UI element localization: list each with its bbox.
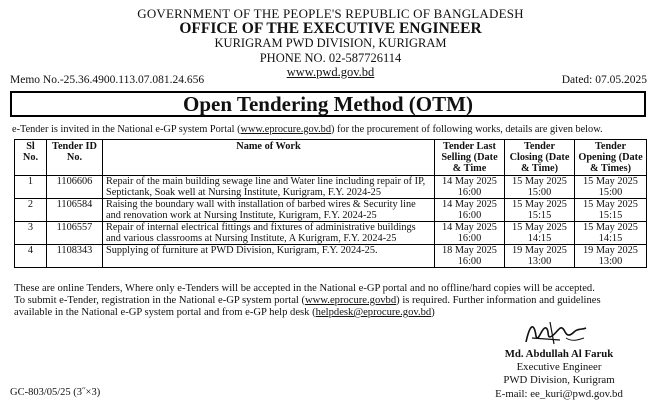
phone-number: PHONE NO. 02-587726114 (259, 51, 402, 65)
row-sl: 2 (15, 199, 47, 222)
row-sl: 4 (15, 245, 47, 268)
header-last-selling: Tender Last Selling (Date & Time (435, 140, 505, 176)
signatory-title: Executive Engineer (516, 361, 602, 373)
footer-line-1: These are online Tenders, Where only e-Tenders will be accepted in the National e-GP portal and no offline/hard copies will be accepted. (14, 283, 595, 294)
close-date: 15 May 2025 (512, 199, 567, 210)
close-time: 13:00 (527, 256, 552, 267)
table-header-row (15, 140, 647, 176)
sell-time: 16:00 (457, 256, 482, 267)
sell-date: 14 May 2025 (442, 199, 497, 210)
website-link: www.pwd.gov.bd (286, 65, 375, 79)
footer-line-2-after: ) is required. Further information and guidelines (396, 295, 601, 306)
sell-time: 16:00 (457, 210, 482, 221)
gc-reference: GC-803/05/25 (3˝×3) (10, 387, 101, 398)
helpdesk-email-link: helpdesk@eprocure.gov.bd (315, 307, 432, 318)
header-sl: Sl No. (15, 140, 47, 176)
row-work: Repair of the main building sewage line and Water line including repair of IP, Septictank, Soak well at Nursing Institute, Kurigram, F.Y. 2024-25 (103, 176, 435, 199)
signatory-email: E-mail: ee_kuri@pwd.gov.bd (495, 388, 623, 400)
intro-text (12, 124, 603, 135)
table-row (15, 222, 647, 245)
open-time: 14:15 (598, 233, 623, 244)
row-last-selling (435, 245, 505, 268)
works-table (14, 139, 647, 268)
row-last-selling (435, 222, 505, 245)
office-title: OFFICE OF THE EXECUTIVE ENGINEER (179, 20, 482, 37)
sell-time: 16:00 (457, 187, 482, 198)
row-opening (575, 176, 647, 199)
row-tender-id: 1108343 (47, 245, 103, 268)
signature-icon (520, 318, 590, 348)
sell-date: 14 May 2025 (442, 222, 497, 233)
signatory-division: PWD Division, Kurigram (503, 374, 615, 386)
footer-line-3 (14, 307, 435, 318)
row-last-selling (435, 176, 505, 199)
row-work: Supplying of furniture at PWD Division, Kurigram, F.Y. 2024-25. (103, 245, 435, 268)
open-date: 15 May 2025 (583, 199, 638, 210)
row-closing (505, 199, 575, 222)
header-closing: Tender Closing (Date & Time) (505, 140, 575, 176)
open-date: 15 May 2025 (583, 222, 638, 233)
row-opening (575, 199, 647, 222)
open-time: 15:15 (598, 210, 623, 221)
row-tender-id: 1106584 (47, 199, 103, 222)
sell-time: 16:00 (457, 233, 482, 244)
close-time: 15:15 (527, 210, 552, 221)
row-closing (505, 176, 575, 199)
footer-line-3-after: ) (431, 307, 435, 318)
table-row (15, 245, 647, 268)
close-time: 15:00 (527, 187, 552, 198)
row-last-selling (435, 199, 505, 222)
header-tender-id: Tender ID No. (47, 140, 103, 176)
notice-date: Dated: 07.05.2025 (561, 74, 647, 86)
open-date: 19 May 2025 (583, 245, 638, 256)
banner-title: Open Tendering Method (OTM) (10, 91, 646, 117)
row-closing (505, 222, 575, 245)
open-time: 13:00 (598, 256, 623, 267)
row-opening (575, 222, 647, 245)
division-title: KURIGRAM PWD DIVISION, KURIGRAM (214, 36, 447, 50)
intro-link: www.eprocure.gov.bd (240, 124, 331, 135)
row-work: Repair of internal electrical fittings and fixtures of administrative buildings and various classrooms at Nursing Institute, A Kurigram, F.Y. 2024-25 (103, 222, 435, 245)
memo-number: Memo No.-25.36.4900.113.07.081.24.656 (10, 74, 205, 86)
row-tender-id: 1106606 (47, 176, 103, 199)
close-date: 19 May 2025 (512, 245, 567, 256)
sell-date: 14 May 2025 (442, 176, 497, 187)
header-work: Name of Work (103, 140, 435, 176)
row-tender-id: 1106557 (47, 222, 103, 245)
row-work: Raising the boundary wall with installation of barbed wires & Security line and renovation work at Nursing Institute, Kurigram, F.Y. 2024-25 (103, 199, 435, 222)
table-row (15, 176, 647, 199)
close-time: 14:15 (527, 233, 552, 244)
close-date: 15 May 2025 (512, 222, 567, 233)
sell-date: 18 May 2025 (442, 245, 497, 256)
close-date: 15 May 2025 (512, 176, 567, 187)
row-sl: 1 (15, 176, 47, 199)
table-row (15, 199, 647, 222)
footer-line-2-before: To submit e-Tender, registration in the National e-GP system portal ( (14, 295, 306, 306)
open-time: 15:00 (598, 187, 623, 198)
row-opening (575, 245, 647, 268)
footer-line-2 (14, 295, 601, 306)
footer-portal-link: www.eprocure.govbd (305, 295, 397, 306)
intro-before: e-Tender is invited in the National e-GP system Portal ( (12, 124, 241, 135)
government-title: GOVERNMENT OF THE PEOPLE'S REPUBLIC OF BANGLADESH (137, 6, 524, 21)
signatory-name: Md. Abdullah Al Faruk (504, 348, 614, 360)
header-opening: Tender Opening (Date & Times) (575, 140, 647, 176)
row-closing (505, 245, 575, 268)
intro-after: ) for the procurement of following works, details are given below. (330, 124, 603, 135)
row-sl: 3 (15, 222, 47, 245)
footer-line-3-before: available in the National e-GP system portal and from e-GP help desk ( (14, 307, 316, 318)
open-date: 15 May 2025 (583, 176, 638, 187)
